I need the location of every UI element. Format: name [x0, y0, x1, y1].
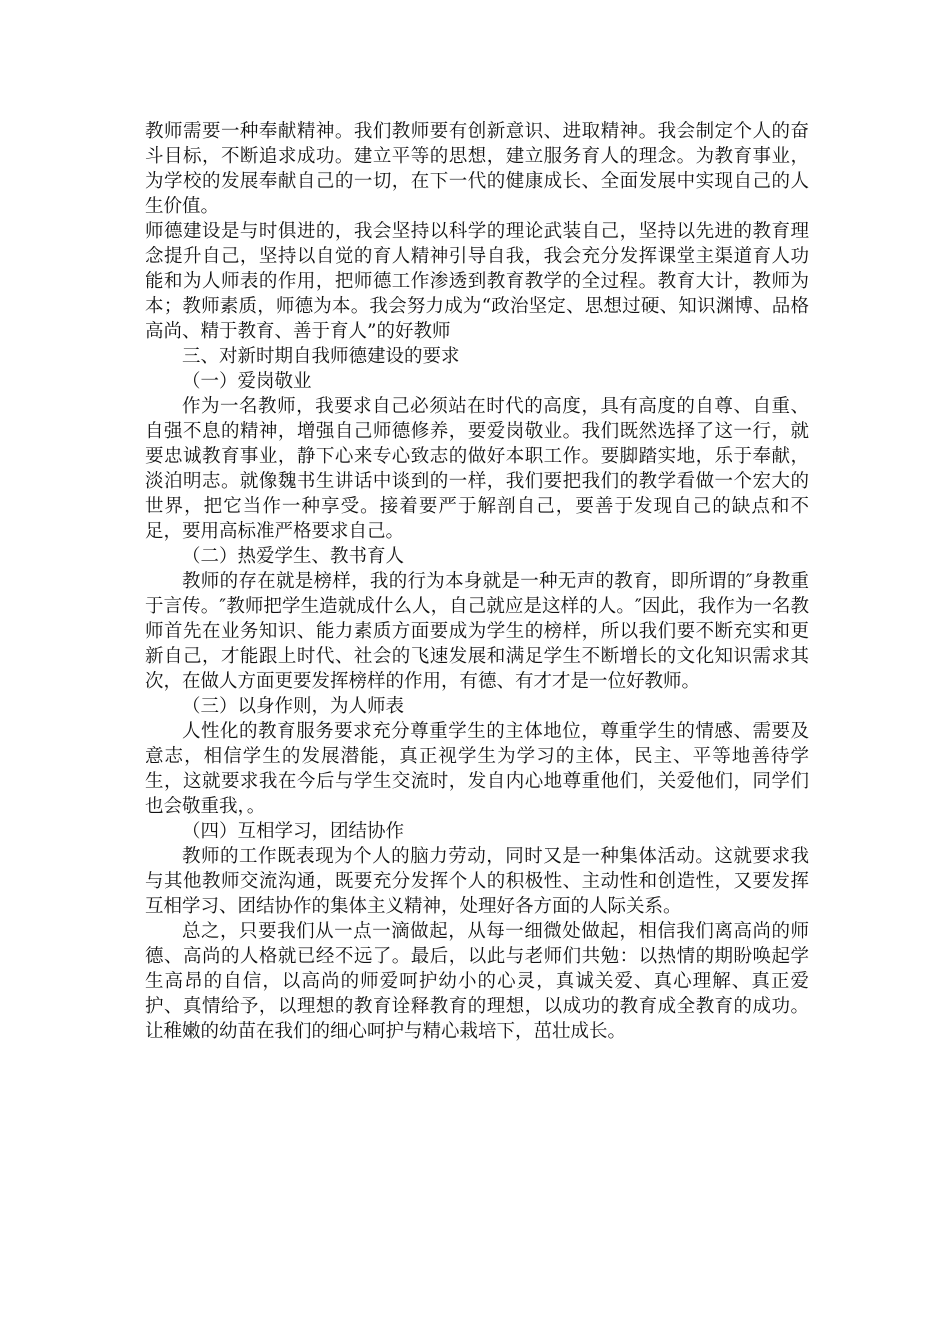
subheading-3: （三）以身作则，为人师表 [182, 696, 405, 717]
subheading-4: （四）互相学习，团结协作 [182, 821, 405, 842]
paragraph-love-job: 作为一名教师，我要求自己必须站在时代的高度，具有高度的自尊、自重、自强不息的精神，增强自己师德修养，要爱岗敬业。我们既然选择了这一行，就要忠诚教育事业，静下心来专心致志的做好本职工作。要脚踏实地，乐于奉献，淡泊明志。就像魏书生讲话中谈到的一样，我们要把我们的教学看做一个宏大的世界，把它当作一种享受。接着要严于解剖自己，要善于发现自己的缺点和不足，要用高标准严格要求自己。 [145, 396, 809, 542]
section-heading-3: 三、对新时期自我师德建设的要求 [182, 346, 460, 367]
paragraph-dedication: 教师需要一种奉献精神。我们教师要有创新意识、进取精神。我会制定个人的奋斗目标，不断追求成功。建立平等的思想，建立服务育人的理念。为教育事业，为学校的发展奉献自己的一切，在下一代的健康成长、全面发展中实现自己的人生价值。 [145, 121, 809, 217]
paragraph-ethics-building: 师德建设是与时俱进的，我会坚持以科学的理论武装自己，坚持以先进的教育理念提升自己，坚持以自觉的育人精神引导自我，我会充分发挥课堂主渠道育人功能和为人师表的作用，把师德工作渗透到教育教学的全过程。教育大计，教师为本；教师素质，师德为本。我会努力成为“政治坚定、思想过硬、知识渊博、品格高尚、精于教育、善于育人”的好教师 [145, 221, 809, 342]
paragraph-love-students: 教师的存在就是榜样，我的行为本身就是一种无声的教育，即所谓的″身教重于言传。″教师把学生造就成什么人，自己就应是这样的人。″因此，我作为一名教师首先在业务知识、能力素质方面要成为学生的榜样，所以我们要不断充实和更新自己，才能跟上时代、社会的飞速发展和满足学生不断增长的文化知识需求其次，在做人方面更要发挥榜样的作用，有德、有才才是一位好教师。 [145, 571, 809, 692]
paragraph-lead-by-example: 人性化的教育服务要求充分尊重学生的主体地位，尊重学生的情感、需要及意志，相信学生的发展潜能，真正视学生为学习的主体，民主、平等地善待学生，这就要求我在今后与学生交流时，发自内心地尊重他们，关爱他们，同学们也会敬重我，。 [145, 721, 809, 817]
subheading-1: （一）爱岗敬业 [182, 371, 312, 392]
document-body [145, 119, 809, 1044]
paragraph-conclusion: 总之，只要我们从一点一滴做起，从每一细微处做起，相信我们离高尚的师德、高尚的人格就已经不远了。最后，以此与老师们共勉：以热情的期盼唤起学生高昂的自信，以高尚的师爱呵护幼小的心灵，真诚关爱、真心理解、真正爱护、真情给予，以理想的教育诠释教育的理想，以成功的教育成全教育的成功。让稚嫩的幼苗在我们的细心呵护与精心栽培下，茁壮成长。 [145, 921, 809, 1042]
subheading-2: （二）热爱学生、教书育人 [182, 546, 405, 567]
paragraph-cooperation: 教师的工作既表现为个人的脑力劳动，同时又是一种集体活动。这就要求我与其他教师交流沟通，既要充分发挥个人的积极性、主动性和创造性，又要发挥互相学习、团结协作的集体主义精神，处理好各方面的人际关系。 [145, 846, 809, 917]
